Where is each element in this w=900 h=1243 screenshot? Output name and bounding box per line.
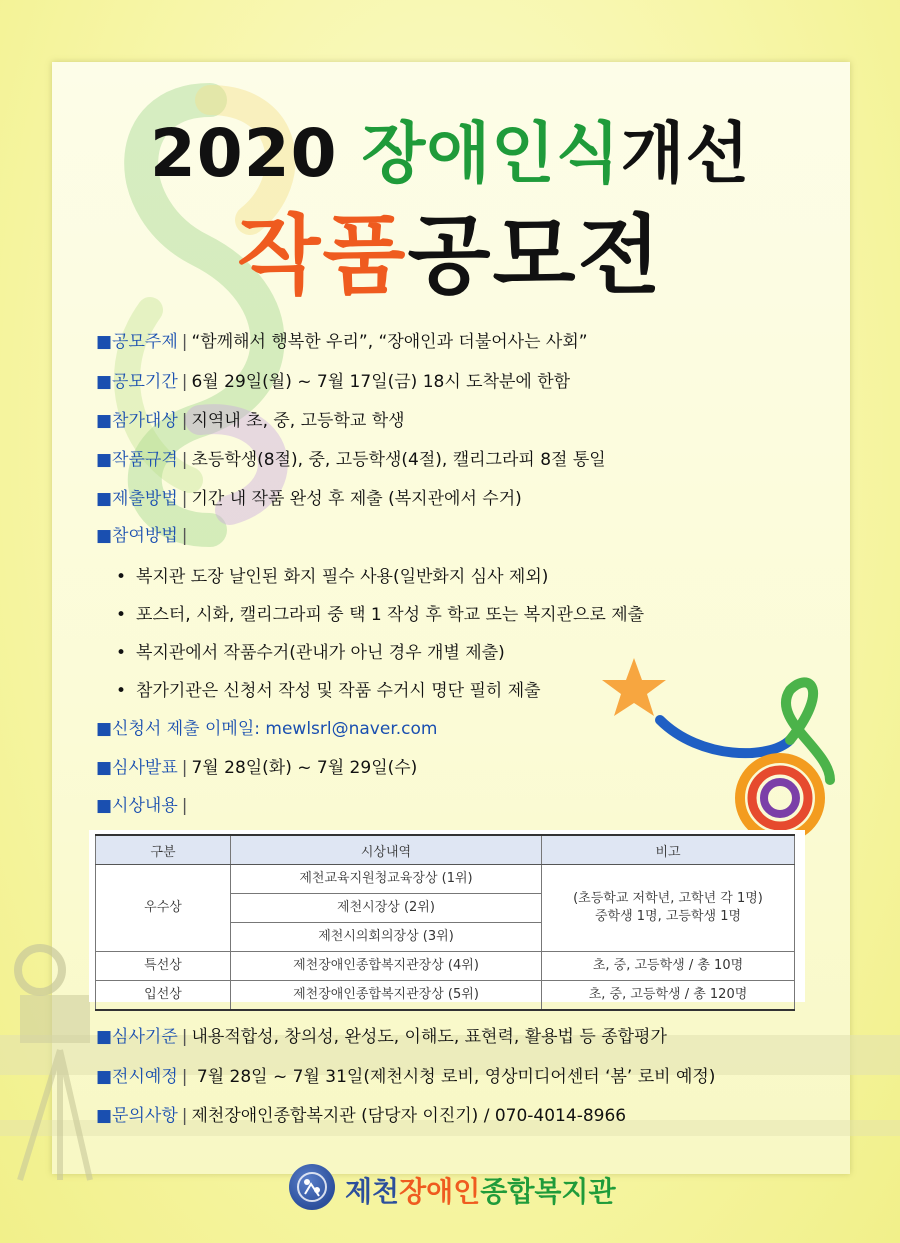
- title2-rest: 공모전: [407, 206, 663, 306]
- info-label: ■시상내용: [96, 796, 178, 816]
- table-cell: 제천교육지원청교육장상 (1위): [231, 865, 542, 894]
- info-label: ■심사발표: [96, 758, 178, 778]
- table-header: 시상내역: [231, 835, 542, 865]
- email-link[interactable]: mewlsrl@naver.com: [265, 719, 438, 739]
- awards-table: [95, 834, 795, 1011]
- info-period: [96, 367, 570, 392]
- table-cell: 초, 중, 고등학생 / 총 10명: [542, 952, 795, 981]
- info-theme: [96, 327, 588, 352]
- logo-emblem-icon: [289, 1164, 335, 1210]
- info-label: ■제출방법: [96, 489, 178, 509]
- info-label: ■전시예정: [96, 1067, 178, 1087]
- note-line: (초등학교 저학년, 고학년 각 1명): [573, 891, 763, 906]
- title-highlight: 장애인식: [361, 115, 621, 192]
- separator: |: [181, 332, 188, 352]
- info-value: 7월 28일(화) ~ 7월 29일(수): [191, 758, 418, 778]
- poster-title-line2: [0, 186, 900, 310]
- table-cell: 제천시의회의장상 (3위): [231, 923, 542, 952]
- table-cell: 우수상: [96, 865, 231, 952]
- bullet-text: 포스터, 시화, 캘리그라피 중 택 1 작성 후 학교 또는 복지관으로 제출: [136, 605, 645, 625]
- bullet-text: 복지관 도장 날인된 화지 필수 사용(일반화지 심사 제외): [136, 567, 549, 587]
- bullet-item: • 참가기관은 신청서 작성 및 작품 수거시 명단 필히 제출: [116, 681, 541, 701]
- info-contact: [96, 1101, 626, 1126]
- info-exhibition: [96, 1062, 715, 1087]
- separator: |: [181, 1027, 188, 1047]
- info-value: “함께해서 행복한 우리”, “장애인과 더불어사는 사회”: [191, 332, 588, 352]
- table-header: 구분: [96, 835, 231, 865]
- info-label: ■심사기준: [96, 1027, 178, 1047]
- separator: |: [181, 450, 188, 470]
- info-criteria: [96, 1022, 667, 1047]
- info-announcement: [96, 753, 417, 778]
- bullet-text: 복지관에서 작품수거(관내가 아닌 경우 개별 제출): [136, 643, 505, 663]
- separator: |: [181, 758, 188, 778]
- poster-title-line1: [0, 100, 900, 195]
- info-awards-heading: [96, 791, 191, 816]
- separator: |: [181, 526, 188, 546]
- table-row: [96, 865, 795, 894]
- separator: |: [181, 489, 188, 509]
- table-cell: 특선상: [96, 952, 231, 981]
- bullet-item: • 복지관 도장 날인된 화지 필수 사용(일반화지 심사 제외): [116, 567, 549, 587]
- table-cell: 제천장애인종합복지관장상 (4위): [231, 952, 542, 981]
- info-participation: [96, 521, 191, 546]
- table-cell: 제천장애인종합복지관장상 (5위): [231, 981, 542, 1011]
- info-label: ■공모기간: [96, 372, 178, 392]
- title-rest: 개선: [620, 115, 751, 192]
- info-target: [96, 406, 405, 431]
- logo-part2: 장애인: [399, 1175, 481, 1208]
- info-value: 지역내 초, 중, 고등학교 학생: [191, 411, 405, 431]
- info-value: 기간 내 작품 완성 후 제출 (복지관에서 수거): [191, 489, 522, 509]
- separator: |: [181, 411, 188, 431]
- info-value: 6월 29일(월) ~ 7월 17일(금) 18시 도착분에 한함: [191, 372, 571, 392]
- separator: |: [181, 1106, 188, 1126]
- title2-highlight: 작품: [237, 206, 408, 306]
- logo-part1: 제천: [345, 1175, 400, 1208]
- table-row: [96, 952, 795, 981]
- info-email: [96, 714, 437, 739]
- logo-part3: 종합복지관: [480, 1175, 616, 1208]
- table-header: 비고: [542, 835, 795, 865]
- info-label: ■문의사항: [96, 1106, 178, 1126]
- info-label: ■공모주제: [96, 332, 178, 352]
- table-cell-note: [542, 865, 795, 952]
- star-swirl-decoration: [600, 650, 850, 850]
- email-label: ■신청서 제출 이메일:: [96, 719, 260, 739]
- bullet-item: • 포스터, 시화, 캘리그라피 중 택 1 작성 후 학교 또는 복지관으로 제출: [116, 605, 645, 625]
- title-year: 2020: [149, 115, 338, 192]
- table-cell: 입선상: [96, 981, 231, 1011]
- logo-name: [345, 1170, 616, 1210]
- table-row: [96, 981, 795, 1011]
- info-label: ■작품규격: [96, 450, 178, 470]
- info-value: 내용적합성, 창의성, 완성도, 이해도, 표현력, 활용법 등 종합평가: [191, 1027, 667, 1047]
- info-value: 7월 28일 ~ 7월 31일(제천시청 로비, 영상미디어센터 ‘봄’ 로비 예정): [191, 1067, 716, 1087]
- awards-table-panel: [89, 830, 805, 1002]
- info-label: ■참가대상: [96, 411, 178, 431]
- info-spec: [96, 445, 606, 470]
- table-cell: 초, 중, 고등학생 / 총 120명: [542, 981, 795, 1011]
- welfare-center-logo: [289, 1164, 649, 1212]
- info-value: 제천장애인종합복지관 (담당자 이진기) / 070-4014-8966: [191, 1106, 627, 1126]
- table-cell: 제천시장상 (2위): [231, 894, 542, 923]
- separator: |: [181, 372, 188, 392]
- separator: |: [181, 796, 188, 816]
- bullet-item: • 복지관에서 작품수거(관내가 아닌 경우 개별 제출): [116, 643, 505, 663]
- separator: |: [181, 1067, 188, 1087]
- info-value: 초등학생(8절), 중, 고등학생(4절), 캘리그라피 8절 통일: [191, 450, 606, 470]
- info-submission: [96, 484, 522, 509]
- bullet-text: 참가기관은 신청서 작성 및 작품 수거시 명단 필히 제출: [136, 681, 541, 701]
- note-line: 중학생 1명, 고등학생 1명: [594, 909, 742, 924]
- info-label: ■참여방법: [96, 526, 178, 546]
